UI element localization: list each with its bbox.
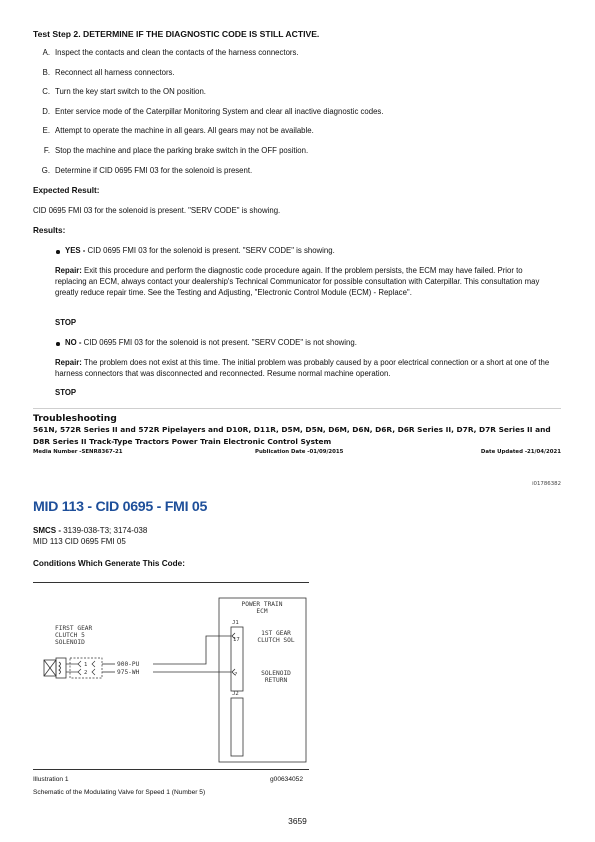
document-id: i01786382 bbox=[532, 481, 561, 487]
smcs-line-2: MID 113 CID 0695 FMI 05 bbox=[33, 537, 126, 546]
wiring-schematic bbox=[33, 592, 313, 768]
device-label-1: FIRST GEAR bbox=[55, 625, 93, 632]
test-step-title: Test Step 2. DETERMINE IF THE DIAGNOSTIC CODE IS STILL ACTIVE. bbox=[33, 29, 320, 39]
list-text: Stop the machine and place the parking brake switch in the OFF position. bbox=[55, 145, 309, 155]
pin-17-label: 17 bbox=[233, 637, 240, 643]
sol-label-2: CLUTCH SOL bbox=[257, 637, 295, 644]
repair-yes bbox=[55, 265, 555, 299]
device-label-2: CLUTCH 5 bbox=[55, 632, 85, 639]
bullet-icon bbox=[56, 342, 60, 346]
ret-label-2: RETURN bbox=[264, 677, 288, 684]
divider bbox=[33, 408, 561, 409]
graphic-code: g00634052 bbox=[270, 776, 304, 783]
wire-label-1: 900-PU bbox=[117, 661, 140, 668]
repair-label: Repair: bbox=[55, 266, 82, 275]
smcs-line bbox=[33, 526, 147, 535]
results-label: Results: bbox=[33, 226, 66, 235]
list-letter: E. bbox=[42, 126, 50, 136]
smcs-codes: 3139-038-T3; 3174-038 bbox=[63, 526, 148, 535]
plug-pin-2: 2 bbox=[84, 670, 88, 676]
wire-label-2: 975-WH bbox=[117, 669, 140, 676]
repair-no bbox=[55, 357, 555, 379]
list-text: Turn the key start switch to the ON position. bbox=[55, 87, 206, 97]
connector-j2 bbox=[231, 698, 243, 756]
illustration-label: Illustration 1 bbox=[33, 776, 69, 783]
troubleshooting-heading: Troubleshooting bbox=[33, 413, 117, 424]
ecm-label-2: ECM bbox=[256, 608, 268, 615]
list-text: Reconnect all harness connectors. bbox=[55, 67, 175, 77]
list-letter: D. bbox=[42, 106, 50, 116]
conditions-heading: Conditions Which Generate This Code: bbox=[33, 559, 185, 568]
list-text: Determine if CID 0695 FMI 03 for the solenoid is present. bbox=[55, 165, 253, 175]
list-text: Inspect the contacts and clean the contacts of the harness connectors. bbox=[55, 48, 299, 57]
list-letter: F. bbox=[43, 145, 50, 155]
media-number: Media Number -SENR8367-21 bbox=[33, 449, 123, 455]
stop-no: STOP bbox=[55, 388, 77, 397]
list-letter: C. bbox=[42, 87, 50, 97]
troubleshooting-subtitle: 561N, 572R Series II and 572R Pipelayers and D10R, D11R, D5M, D5N, D6M, D6N, D6R, D6R Series II, D7R, D7R Series II and D8R Series II Track-Type Tractors Power Train Electronic Control System bbox=[33, 425, 551, 446]
stop-yes: STOP bbox=[55, 318, 77, 327]
repair-text: Exit this procedure and perform the diagnostic code procedure again. If the problem persists, the ECM may have failed. Prior to replacing an ECM, always contact your dealership's Technical Communicator for possible consultation with Caterpillar. This consultation may greatly reduce repair time. See the Testing and Adjusting, "Electronic Control Module (ECM) - Replace". bbox=[55, 266, 540, 298]
no-key: NO - bbox=[65, 338, 82, 347]
result-no bbox=[65, 338, 357, 347]
page-number: 3659 bbox=[288, 816, 307, 826]
list-text: Enter service mode of the Caterpillar Monitoring System and clear all inactive diagnostic codes. bbox=[55, 106, 384, 116]
list-letter: G. bbox=[41, 165, 50, 175]
list-letter: B. bbox=[42, 67, 50, 77]
no-text: CID 0695 FMI 03 for the solenoid is not present. "SERV CODE" is not showing. bbox=[83, 338, 357, 347]
date-updated: Date Updated -21/04/2021 bbox=[480, 449, 561, 455]
figure-top-rule bbox=[33, 582, 309, 583]
pin-7-label: ? bbox=[234, 672, 238, 678]
repair-label: Repair: bbox=[55, 358, 82, 367]
result-yes bbox=[65, 246, 335, 255]
solenoid-icon bbox=[44, 658, 66, 678]
expected-result-text: CID 0695 FMI 03 for the solenoid is present. "SERV CODE" is showing. bbox=[33, 206, 281, 215]
plug-pin-1: 1 bbox=[84, 662, 88, 668]
device-label-3: SOLENOID bbox=[55, 639, 85, 646]
figure-bottom-rule bbox=[33, 769, 309, 770]
ret-label-1: SOLENOID bbox=[261, 670, 291, 677]
expected-result-label: Expected Result: bbox=[33, 186, 100, 195]
ecm-label-1: POWER TRAIN bbox=[241, 601, 283, 608]
repair-text: The problem does not exist at this time. The initial problem was probably caused by a poor electrical connection or a short at one of the harness connectors that was disconnected and reconnected. Resume normal machine operation. bbox=[55, 358, 550, 379]
smcs-label: SMCS - bbox=[33, 526, 61, 535]
list-text: Attempt to operate the machine in all gears. All gears may not be available. bbox=[55, 126, 314, 136]
figure-caption: Schematic of the Modulating Valve for Speed 1 (Number 5) bbox=[33, 789, 206, 796]
list-letter: A. bbox=[42, 48, 50, 57]
yes-key: YES - bbox=[65, 246, 86, 255]
bullet-icon bbox=[56, 250, 60, 254]
connector-j1-label: J1 bbox=[232, 620, 239, 626]
yes-text: CID 0695 FMI 03 for the solenoid is present. "SERV CODE" is showing. bbox=[87, 246, 335, 255]
sol-label-1: 1ST GEAR bbox=[261, 630, 291, 637]
publication-date: Publication Date -01/09/2015 bbox=[255, 449, 344, 455]
page-title: MID 113 - CID 0695 - FMI 05 bbox=[33, 499, 208, 515]
connector-j2-label: J2 bbox=[232, 691, 239, 697]
